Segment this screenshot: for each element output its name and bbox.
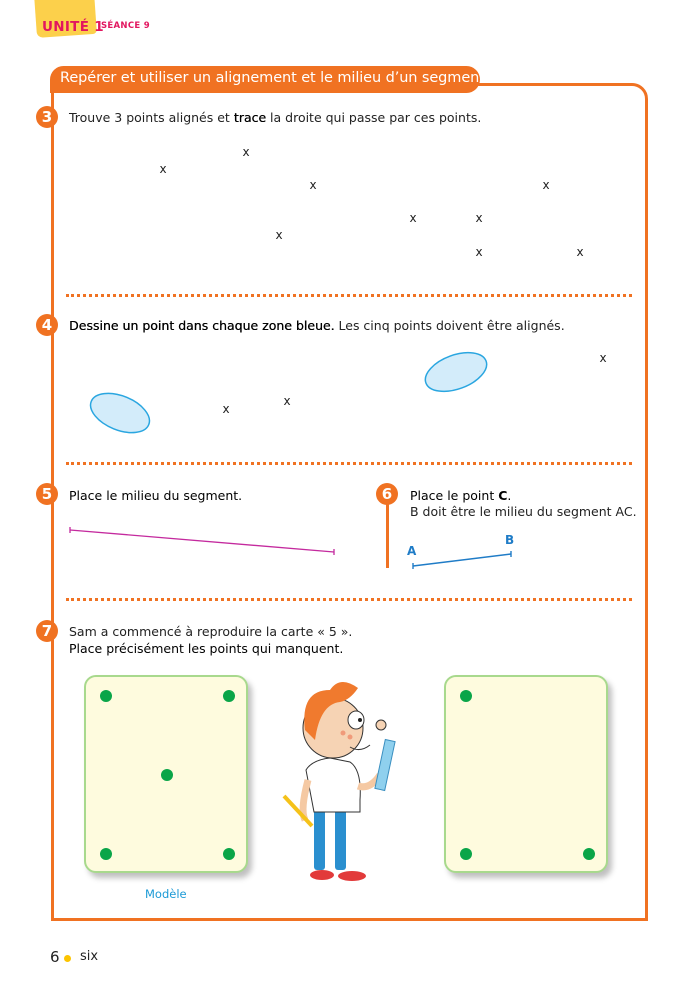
instruction-keyword-trace: trace [233,110,267,125]
point-a-label: A [407,544,417,558]
page-number-word: six [80,949,99,964]
point-mark[interactable]: x [159,162,167,176]
point-mark[interactable]: x [309,178,317,192]
instruction-bold-text: Dessine un point dans chaque zone bleue. [69,318,335,333]
exercise-7-instruction-line1: Sam a commencé à reproduire la carte « 5 ». [69,624,353,639]
point-mark[interactable]: x [222,402,230,416]
exercise-6-instruction-line2: B doit être le milieu du segment AC. [410,504,637,519]
point-mark[interactable]: x [542,178,550,192]
footer-bullet [64,955,71,962]
session-label: SÉANCE 9 [101,21,150,31]
model-caption: Modèle [145,887,187,901]
point-mark[interactable]: x [475,211,483,225]
exercise-4-number: 4 [36,314,58,336]
instruction-text: la droite qui passe par ces points. [266,110,482,125]
point-c-label: C [498,488,508,503]
exercise-6-number: 6 [376,483,398,505]
exercise-7-number: 7 [36,620,58,642]
point-mark[interactable]: x [242,145,250,159]
section-title: Repérer et utiliser un alignement et le milieu d’un segment [60,70,485,86]
point-mark[interactable]: x [599,351,607,365]
point-mark[interactable]: x [576,245,584,259]
exercise-7-instruction-line2: Place précisément les points qui manquent. [69,641,344,656]
point-mark[interactable]: x [275,228,283,242]
point-b-label: B [505,533,515,547]
unit-label: UNITÉ 1 [42,19,104,35]
point-mark[interactable]: x [409,211,417,225]
instruction-text: Trouve 3 points alignés et [69,110,234,125]
instruction-text: . [507,488,512,503]
exercise-5-number: 5 [36,483,58,505]
point-mark[interactable]: x [475,245,483,259]
exercise-5-instruction: Place le milieu du segment. [69,488,243,503]
instruction-text: Place le point [410,488,499,503]
page-number: 6 [50,948,60,966]
exercise-3-number: 3 [36,106,58,128]
instruction-text: Les cinq points doivent être alignés. [334,318,565,333]
point-mark[interactable]: x [283,394,291,408]
